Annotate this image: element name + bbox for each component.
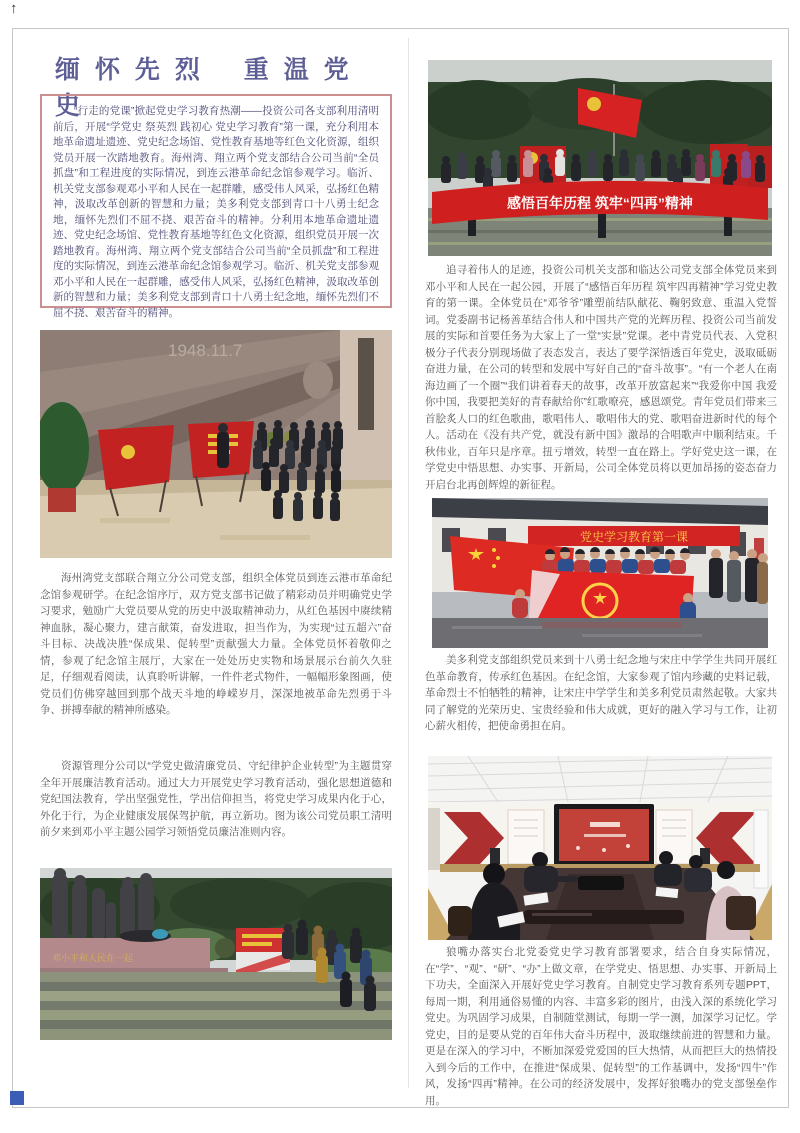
intro-box	[40, 94, 392, 319]
banner-slogan-text: 感悟百年历程 筑牢“四再”精神	[507, 195, 693, 211]
relief-face	[303, 361, 333, 399]
relief-date-text: 1948.11.7	[168, 341, 243, 360]
banner-text: 党史学习教育第一课	[579, 530, 689, 544]
right-paragraph-3: 狼嘴办落实台北党委党史学习教育部署要求，结合自身实际情况，在“学”、“观”、“研”、“办”上做文章，在学党史、悟思想、办实事、开新局上下功夫，全面深入开展好党史学习教育。自制党史学习教育系列专题PPT，每周一期，利用通俗易懂的内容、丰富多彩的图片，由浅入深的系统化学习党史。为巩固学习成果，自制随堂测试，每期一学一测，加深学习记忆。学党史，目的是要从党的百年伟大奋斗历程中，汲取继续前进的智慧和力量。更是在深入的学习中，不断加深爱党爱国的巨大热情，从而把巨大的热情投入到今后的工作中，在推进“保成果、促转型”的工作基调中，发扬“四牛”作风，发扬“四再”精神。在公司的经济发展中，发挥好狼嘴办的党支部堡垒作用。	[425, 946, 777, 1107]
photo-meeting-room	[428, 756, 772, 940]
photo-park-statues	[40, 868, 392, 1040]
adult-figures	[709, 549, 768, 604]
banner	[528, 526, 740, 546]
pedestal-inscription: 邓小平和人民在一起	[52, 953, 134, 963]
right-paragraph-2: 美多利党支部组织党员来到十八勇士纪念地与宋庄中学学生共同开展红色革命教育，传承红色基因。在纪念馆，大家参观了馆内珍藏的史料记载，革命烈士不怕牺牲的精神，让宋庄中学学生和美多利党员肃然起敬。大家共同了解党的光荣历史、宝贵经验和伟大成就，更好的融入学习与工作，让初心薪火相传，把使命勇担在肩。	[425, 654, 777, 732]
left-paragraph-2: 资源管理分公司以“学党史做清廉党员、守纪律护企业转型”为主题贯穿全年开展廉洁教育活动。通过大力开展党史学习教育活动，强化思想道德和党纪国法教育，学出坚强党性，学出信仰担当，将党史学习成果内化于心，外化于行，为企业健康发展保驾护航，再立新功。图为该公司党员职工清明前夕来到邓小平主题公园学习领悟党员廉洁准则内容。	[40, 760, 392, 838]
article-title: 缅 怀 先 烈 重 温 党 史	[55, 56, 353, 120]
air-conditioner	[754, 810, 768, 888]
photographer-figure	[217, 423, 229, 468]
chair	[448, 906, 472, 936]
projection-screen	[554, 804, 654, 866]
blue-marker	[10, 1091, 24, 1105]
scroll-up-icon: ↑	[10, 0, 18, 17]
photo-banner-group	[428, 60, 772, 256]
photo-memorial-hall	[40, 330, 392, 558]
column-divider	[408, 38, 409, 1088]
ground-stripes	[40, 972, 392, 1040]
intro-box-text: “行走的党课”掀起党史学习教育热潮——投资公司各支部利用清明前后，开展“学党史 祭英烈 践初心 党史学习教育”第一课，充分利用本地革命遗址遗迹、党史纪念场馆、党性教育基地等红色文化资源，组织党员开展一次踏地教育。海州湾、翔立两个党支部结合公司当前“全员抓盘”和工程进度的实际情况，到连云港革命纪念馆参观学习。临沂、机关党支部参观邓小平和人民在一起群雕，感受伟人风采，弘扬红色精神，汲取改革创新的智慧和力量；美多利党支部到青口十八勇士纪念地，缅怀先烈们不屈不挠、艰苦奋斗的精神。分利用本地革命遗址遗迹、党史纪念场馆、党性教育基地等红色文化资源，组织党员开展一次踏地教育。海州湾、翔立两个党支部结合公司当前“全员抓盘”和工程进度的实际情况，到连云港革命纪念馆参观学习。临沂、机关党支部参观邓小平和人民在一起群雕，感受伟人风采，弘扬红色精神，汲取改革创新的智慧和力量；美多利党支部到青口十八勇士纪念地，缅怀先烈们不屈不挠、艰苦奋斗的精神。	[53, 105, 379, 319]
left-paragraph-1: 海州湾党支部联合翔立分公司党支部，组织全体党员到连云港市革命纪念馆参观研学。在纪念馆序厅，双方党支部书记做了精彩动员并明确党史学习要求，勉励广大党员要从党的历史中汲取精神动力，从红色基因中赓续精神血脉，凝心聚力，建言献策，奋发进取，担当作为，为实现“过五超六”奋斗目标、决战决胜“保成果、促转型”贡献强大力量。全体党员怀着敬仰之情，参观了纪念馆主展厅，大家在一处处历史实物和场景展示台前久久驻足，仔细观看阅读，认真聆听讲解，一件件老式物件，一幅幅形象图画，使党员们仿佛穿越回到那个战天斗地的峥嵘岁月，深深地被革命先烈勇于斗争、拼搏奉献的精神所感染。	[40, 572, 392, 716]
chair	[726, 896, 756, 930]
right-paragraph-1: 追寻着伟人的足迹，投资公司机关支部和临达公司党支部全体党员来到邓小平和人民在一起公园，开展了“感悟百年历程 筑牢四再精神”学习党史教育的第一课。全体党员在“邓爷爷”雕塑前结队献花、鞠躬致意、重温入党誓词。党委副书记杨善革结合伟人和中国共产党的光辉历程、投资公司当前发展的实际和首要任务为大家上了一堂“实景”党课。老中青党员代表、入党积极分子代表分别现场做了表态发言，表达了要学深悟透百年党史，汲取砥砺奋进力量，在公司的转型和发展中写好自己的“奋斗故事”。“有一个老人在南海边画了一个圈”“我们讲着春天的故事，改革开放富起来”“我爱你中国 我爱你中国，我要把美好的青春献给你”红歌嘹亮，感恩颂党。青年党员们带来三首脍炙人口的红色歌曲，歌唱伟人、歌唱伟大的党、歌唱奋进新时代的每个人。活动在《没有共产党，就没有新中国》激昂的合唱歌声中顺利结束。千秋伟业，百年只是序章。扭亏增效，转型一直在路上。学好党史这一课，在学党史中悟思想、办实事、开新局，公司全体党员将以更加昂扬的姿态奋力开启台北再创辉煌的新征程。	[425, 264, 777, 491]
photo-students-flags	[432, 498, 768, 648]
wreath	[215, 938, 235, 958]
